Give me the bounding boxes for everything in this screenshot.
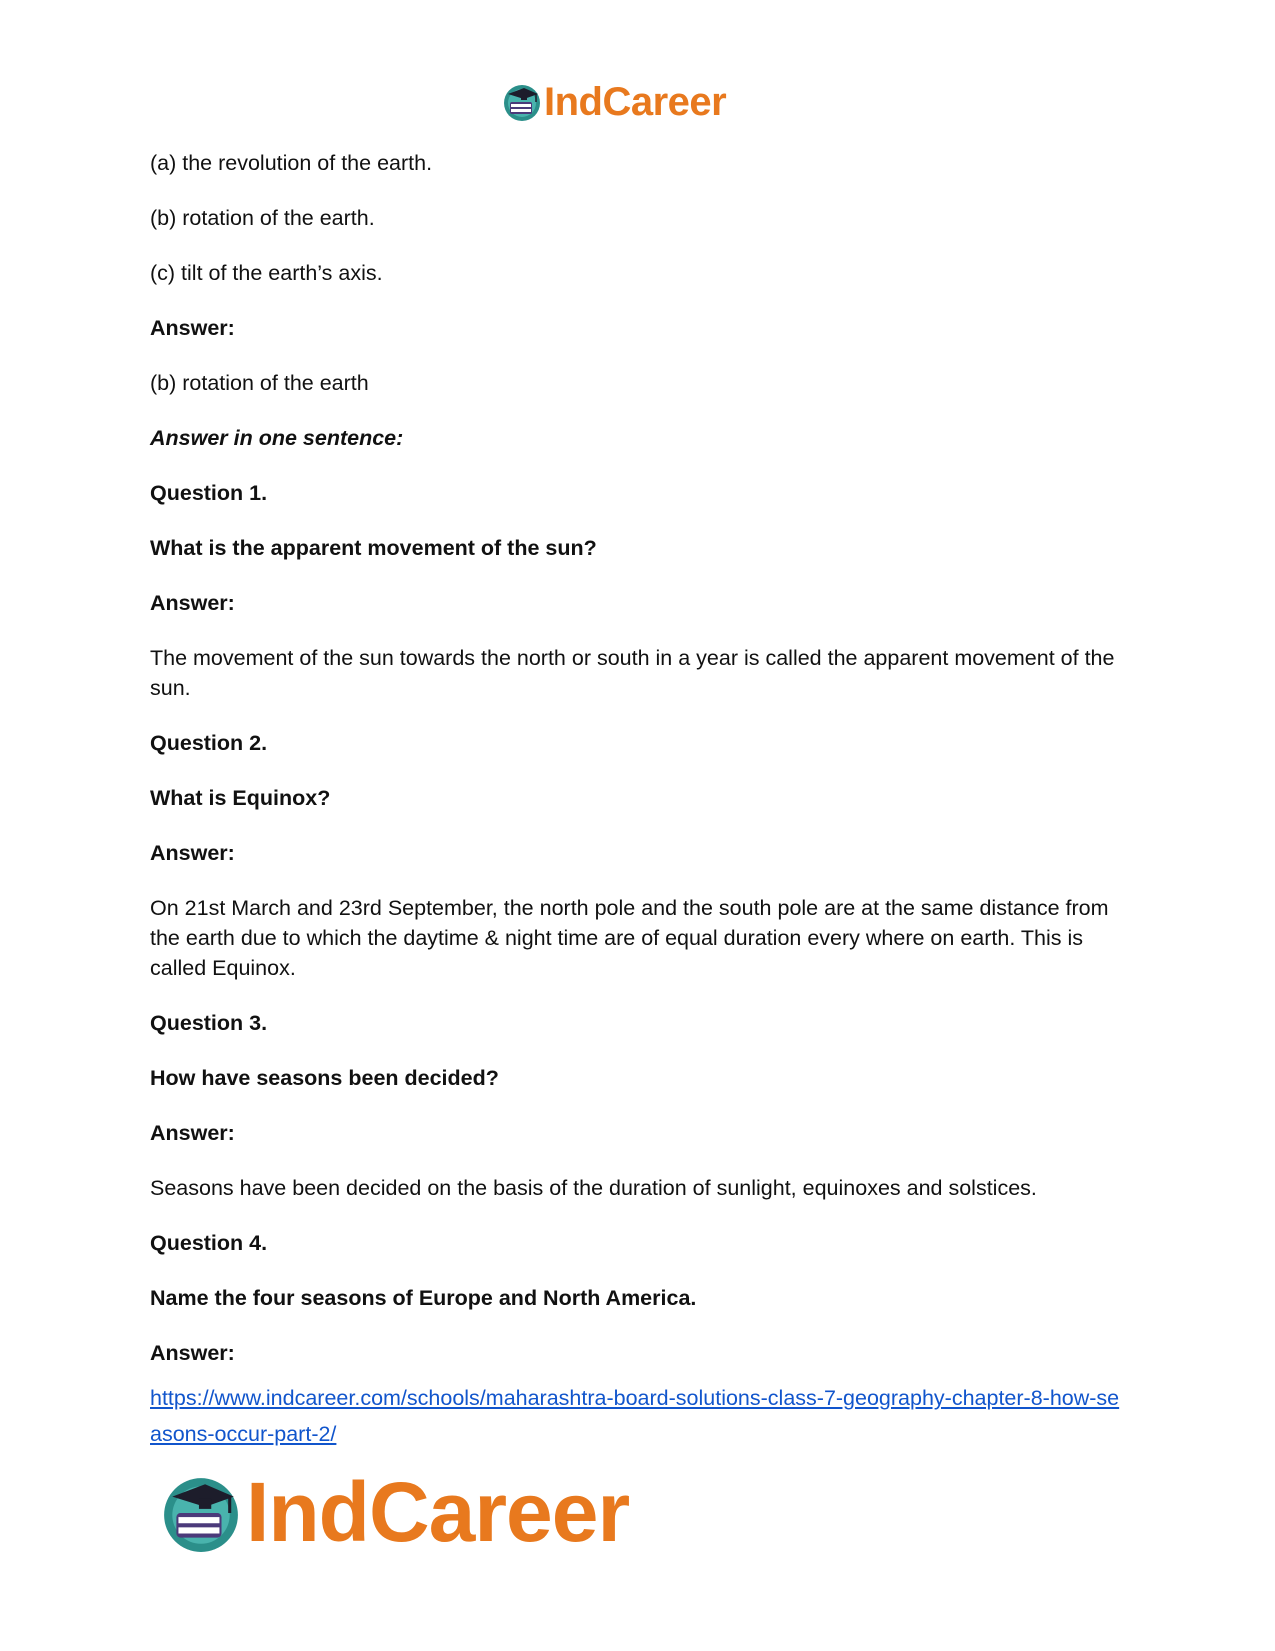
question-1-label: Question 1. [150,481,268,505]
option-b: (b) rotation of the earth. [150,206,375,230]
question-2-label: Question 2. [150,731,268,755]
answer-label: Answer: [150,316,235,340]
question-1-answer: The movement of the sun towards the north or south in a year is called the apparent movement of the sun. [150,646,1115,700]
question-2-answer: On 21st March and 23rd September, the north pole and the south pole are at the same distance from the earth due to which the daytime & night time are of equal duration every where on earth. This is called Equinox. [150,896,1109,980]
question-3-text: How have seasons been decided? [150,1066,499,1090]
question-2-text: What is Equinox? [150,786,331,810]
question-3-answer: Seasons have been decided on the basis of the duration of sunlight, equinoxes and solstices. [150,1176,1037,1200]
question-3-label: Question 3. [150,1011,268,1035]
logo-wordmark: IndCareer [544,79,727,124]
section-heading: Answer in one sentence: [150,426,404,450]
question-4-label: Question 4. [150,1231,268,1255]
answer-text: (b) rotation of the earth [150,371,369,395]
question-1-text: What is the apparent movement of the sun? [150,536,597,560]
logo-wordmark: IndCareer [246,1465,630,1559]
question-4-text: Name the four seasons of Europe and North America. [150,1286,697,1310]
footer-logo [160,1465,629,1560]
header-logo [502,76,726,128]
graduation-cap-book-globe-icon [160,1472,242,1554]
question-1-answer-label: Answer: [150,591,235,615]
option-a: (a) the revolution of the earth. [150,151,433,175]
question-3-answer-label: Answer: [150,1121,235,1145]
question-2-answer-label: Answer: [150,841,235,865]
option-c: (c) tilt of the earth’s axis. [150,261,383,285]
question-4-answer-label: Answer: [150,1341,235,1365]
graduation-cap-book-globe-icon [502,82,542,122]
source-link[interactable]: https://www.indcareer.com/schools/maharashtra-board-solutions-class-7-geography-chapter-8-how-seasons-occur-part-2/ [150,1386,1120,1446]
